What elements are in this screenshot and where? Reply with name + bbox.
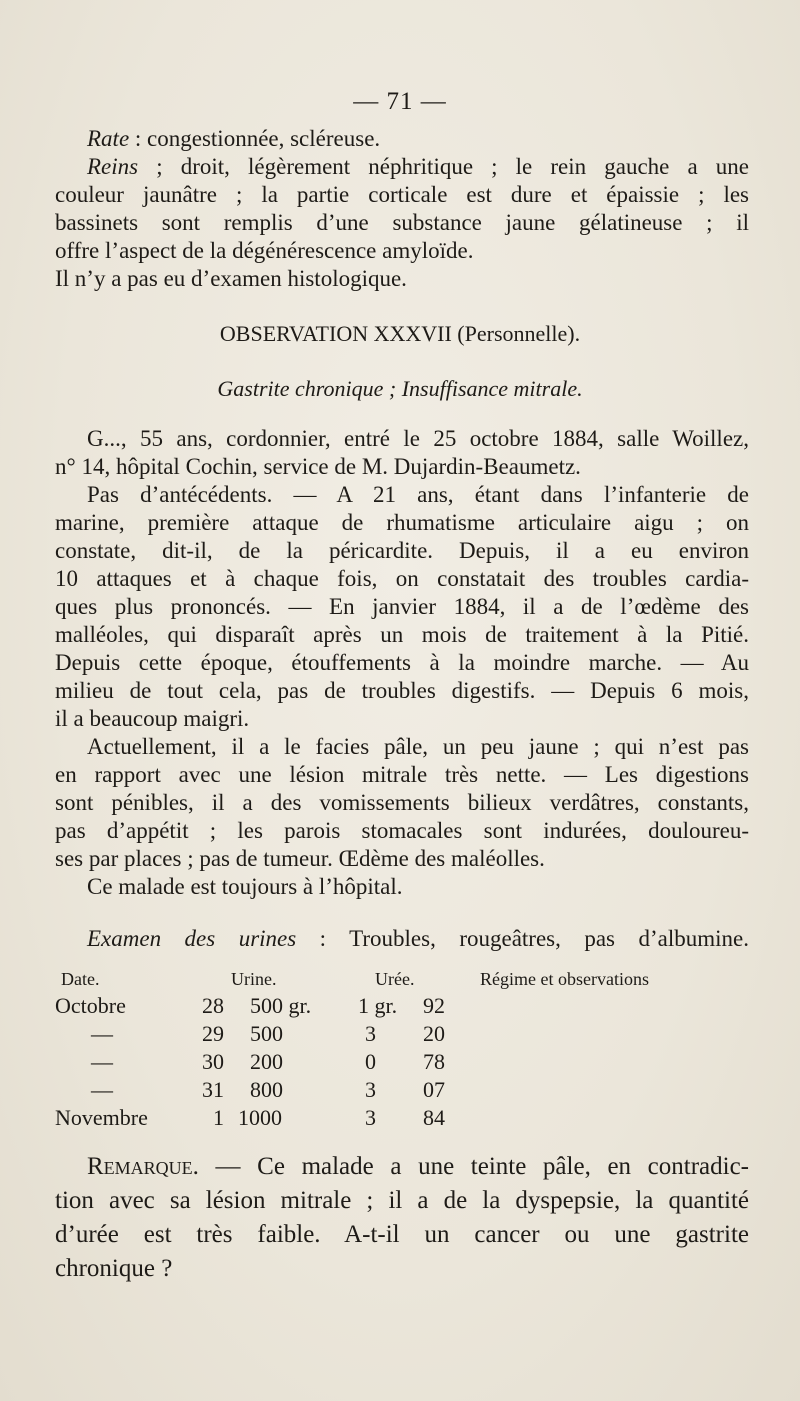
remarque-line-4: chronique ?: [55, 1255, 173, 1282]
table-header-urine: Urine.: [231, 969, 277, 989]
table-uree-dec: 84: [423, 1105, 445, 1130]
observation-subtitle: Gastrite chronique ; Insuffisance mitrale.: [217, 376, 583, 401]
reins-line-5: Il n’y a pas eu d’examen histologique.: [55, 266, 407, 291]
paragraph-3-line-3: sont pénibles, il a des vomissements bilieux verdâtres, constants,: [55, 790, 749, 815]
paragraph-2-line-5: ques plus prononcés. — En janvier 1884, il a de l’œdème des: [55, 594, 749, 619]
table-month: —: [91, 1021, 113, 1046]
table-day: 29: [202, 1021, 224, 1046]
reins-line-1: [87, 153, 749, 181]
reins-line-3: bassinets sont remplis d’une substance jaune gélatineuse ; il: [55, 210, 749, 235]
paragraph-2-line-7: Depuis cette époque, étouffements à la moindre marche. — Au: [55, 650, 749, 675]
table-urine: 1000: [238, 1105, 282, 1130]
remarque-label: Remarque.: [87, 1153, 199, 1180]
table-uree-int: 3: [365, 1077, 376, 1102]
reins-line-2: couleur jaunâtre ; la partie corticale est dure et épaissie ; les: [55, 182, 749, 207]
table-month: Novembre: [55, 1105, 148, 1130]
table-uree-int: 3: [365, 1021, 376, 1046]
table-urine: 200: [250, 1049, 283, 1074]
table-uree-dec: 78: [423, 1049, 445, 1074]
table-uree-int: 3: [365, 1105, 376, 1130]
table-urine: 800: [250, 1077, 283, 1102]
table-day: 28: [202, 993, 224, 1018]
table-uree-dec: 20: [423, 1021, 445, 1046]
remarque-line-1: [87, 1152, 749, 1182]
table-day: 30: [202, 1049, 224, 1074]
paragraph-2-line-6: malléoles, qui disparaît après un mois de traitement à la Pitié.: [55, 622, 749, 647]
rate-line: [87, 125, 749, 153]
reins-text-1: ; droit, légèrement néphritique ; le rein gauche a une: [138, 154, 749, 179]
examen-text: : Troubles, rougeâtres, pas d’albumine.: [296, 926, 749, 951]
table-uree-int: 0: [365, 1049, 376, 1074]
table-day: 31: [202, 1077, 224, 1102]
paragraph-3-line-5: ses par places ; pas de tumeur. Œdème des maléolles.: [55, 846, 545, 871]
paragraph-2-line-3: constate, dit-il, de la péricardite. Depuis, il a eu environ: [55, 538, 749, 563]
table-header-regime: Régime et observations: [480, 969, 649, 989]
remarque-line-2: tion avec sa lésion mitrale ; il a de la dyspepsie, la quantité: [55, 1187, 749, 1214]
paragraph-2-line-9: il a beaucoup maigri.: [55, 706, 250, 731]
table-header-date: Date.: [61, 969, 100, 989]
paragraph-2-line-2: marine, première attaque de rhumatisme articulaire aigu ; on: [55, 510, 749, 535]
paragraph-3-line-6: Ce malade est toujours à l’hôpital.: [87, 874, 403, 899]
table-urine: 500: [250, 1021, 283, 1046]
table-month: —: [91, 1049, 113, 1074]
remarque-text-1: — Ce malade a une teinte pâle, en contradic-: [198, 1153, 749, 1180]
table-header-uree: Urée.: [375, 969, 415, 989]
reins-label: Reins: [87, 154, 139, 179]
paragraph-3-line-1: Actuellement, il a le facies pâle, un peu jaune ; qui n’est pas: [87, 734, 749, 759]
rate-label: Rate: [87, 126, 130, 151]
table-month: Octobre: [55, 993, 126, 1018]
table-uree-int: 1 gr.: [358, 993, 398, 1018]
table-uree-dec: 07: [423, 1077, 445, 1102]
table-uree-dec: 92: [423, 993, 445, 1018]
paragraph-2-line-4: 10 attaques et à chaque fois, on constatait des troubles cardia-: [55, 566, 749, 591]
paragraph-3-line-4: pas d’appétit ; les parois stomacales sont indurées, douloureu-: [55, 818, 749, 843]
remarque-line-3: d’urée est très faible. A-t-il un cancer ou une gastrite: [55, 1221, 749, 1248]
paragraph-1-line-2: n° 14, hôpital Cochin, service de M. Dujardin-Beaumetz.: [55, 454, 581, 479]
paragraph-2-line-8: milieu de tout cela, pas de troubles digestifs. — Depuis 6 mois,: [55, 678, 749, 703]
reins-line-4: offre l’aspect de la dégénérescence amyloïde.: [55, 238, 474, 263]
examen-label: Examen des urines: [87, 926, 297, 951]
examen-line: [87, 925, 749, 953]
observation-title: OBSERVATION XXXVII (Personnelle).: [219, 321, 581, 346]
paragraph-1-line-1: G..., 55 ans, cordonnier, entré le 25 octobre 1884, salle Woillez,: [87, 426, 749, 451]
paragraph-3-line-2: en rapport avec une lésion mitrale très nette. — Les digestions: [55, 762, 749, 787]
rate-text: : congestionnée, scléreuse.: [129, 126, 381, 151]
table-day: 1: [213, 1105, 224, 1130]
page-number: — 71 —: [353, 88, 447, 115]
table-month: —: [91, 1077, 113, 1102]
table-urine: 500 gr.: [250, 993, 312, 1018]
paragraph-2-line-1: Pas d’antécédents. — A 21 ans, étant dans l’infanterie de: [87, 482, 749, 507]
